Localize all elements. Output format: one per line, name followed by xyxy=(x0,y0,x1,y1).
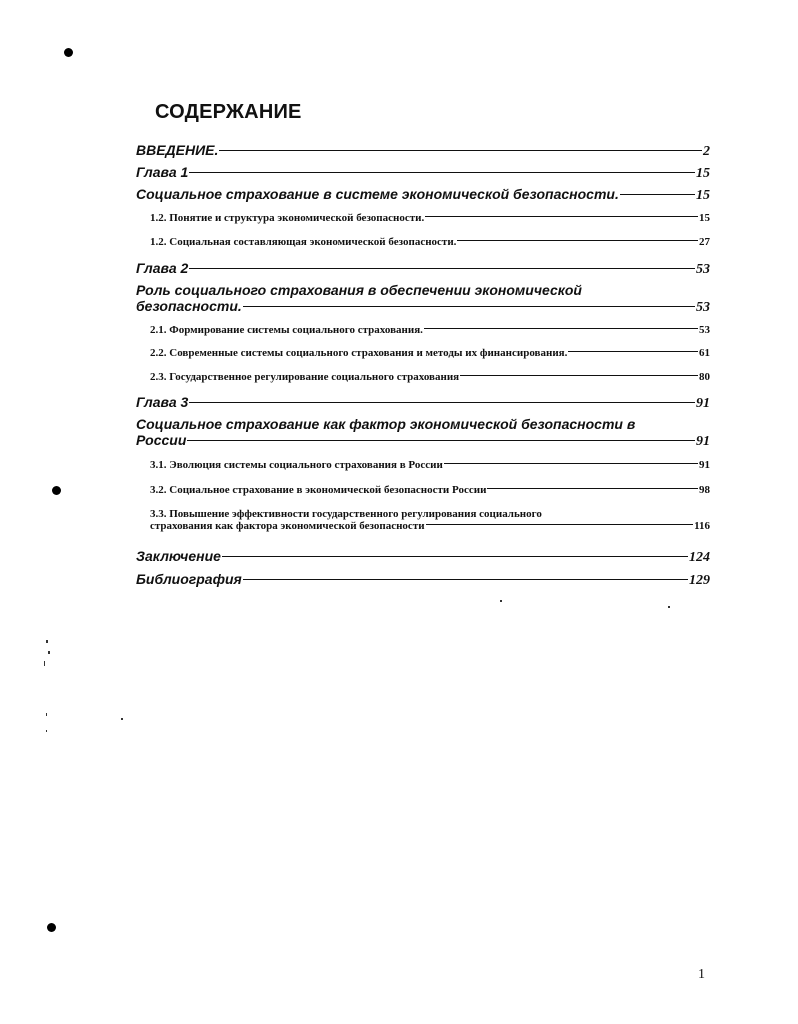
toc-entry-page: 53 xyxy=(699,324,710,336)
toc-entry-introduction[interactable] xyxy=(136,142,710,164)
scan-speck xyxy=(500,600,502,602)
toc-entry-label: Социальное страхование в системе экономической безопасности. xyxy=(136,186,619,202)
toc-entry-section-2-2[interactable] xyxy=(136,347,710,371)
toc-entry-label-line-1: Роль социального страхования в обеспечении экономической xyxy=(136,282,582,298)
toc-entry-label: 3.1. Эволюция системы социального страхования в России xyxy=(150,459,443,471)
scan-speck xyxy=(48,651,50,654)
toc-entry-label: 3.2. Социальное страхование в экономической безопасности России xyxy=(150,484,487,496)
punch-hole-middle xyxy=(52,486,61,495)
page-number: 1 xyxy=(698,967,705,982)
toc-entry-page: 27 xyxy=(699,236,710,248)
toc-entry-page: 98 xyxy=(699,484,710,496)
toc-entry-label: Заключение xyxy=(136,548,221,564)
scan-speck xyxy=(46,640,48,643)
toc-entry-label: 1.2. Понятие и структура экономической безопасности. xyxy=(150,212,425,224)
toc-entry-page: 53 xyxy=(696,300,710,315)
toc-leader xyxy=(424,328,698,329)
toc-entry-label: Глава 3 xyxy=(136,394,189,410)
toc-leader xyxy=(425,216,698,217)
toc-leader xyxy=(444,463,698,464)
toc-entry-page: 15 xyxy=(696,188,710,203)
toc-entry-page: 124 xyxy=(689,550,710,565)
toc-leader xyxy=(243,579,688,580)
scan-speck xyxy=(46,713,47,716)
toc-entry-label: 1.2. Социальная составляющая экономической безопасности. xyxy=(150,236,457,248)
table-of-contents xyxy=(136,142,710,593)
toc-entry-conclusion[interactable] xyxy=(136,548,710,571)
toc-leader xyxy=(460,375,698,376)
toc-entry-page: 80 xyxy=(699,371,710,383)
toc-leader xyxy=(620,194,695,195)
toc-entry-chapter-3[interactable] xyxy=(136,394,710,416)
toc-entry-label: ВВЕДЕНИЕ. xyxy=(136,142,219,158)
toc-entry-section-2-3[interactable] xyxy=(136,371,710,394)
punch-hole-top xyxy=(64,48,73,57)
toc-leader xyxy=(189,172,695,173)
page-title: СОДЕРЖАНИЕ xyxy=(155,101,302,123)
toc-entry-page: 15 xyxy=(696,166,710,181)
toc-entry-label: Библиография xyxy=(136,571,242,587)
toc-entry-chapter-2[interactable] xyxy=(136,260,710,282)
toc-leader xyxy=(222,556,688,557)
toc-entry-label-line-2: безопасности. xyxy=(136,298,242,314)
toc-entry-page: 91 xyxy=(696,396,710,411)
toc-entry-page: 15 xyxy=(699,212,710,224)
toc-entry-chapter-1[interactable] xyxy=(136,164,710,186)
toc-leader xyxy=(457,240,698,241)
punch-hole-bottom xyxy=(47,923,56,932)
toc-entry-section-1-2[interactable] xyxy=(136,236,710,260)
toc-leader xyxy=(426,524,694,525)
scan-speck xyxy=(121,718,123,720)
scan-speck xyxy=(44,661,45,666)
scan-speck xyxy=(46,730,47,732)
toc-entry-page: 91 xyxy=(696,434,710,449)
toc-leader xyxy=(487,488,698,489)
toc-entry-section-2-1[interactable] xyxy=(136,324,710,347)
toc-entry-page: 2 xyxy=(703,144,710,159)
toc-entry-label-line-1: Социальное страхование как фактор экономической безопасности в xyxy=(136,416,636,432)
toc-entry-label: Глава 2 xyxy=(136,260,189,276)
toc-leader xyxy=(187,440,695,441)
toc-entry-chapter-2-title[interactable] xyxy=(136,282,710,324)
toc-entry-page: 129 xyxy=(689,573,710,588)
toc-entry-page: 116 xyxy=(694,520,710,532)
toc-entry-label: 2.3. Государственное регулирование социального страхования xyxy=(150,371,460,383)
toc-leader xyxy=(243,306,695,307)
toc-entry-page: 53 xyxy=(696,262,710,277)
toc-leader xyxy=(189,268,695,269)
toc-entry-label: 2.2. Современные системы социального страхования и методы их финансирования. xyxy=(150,347,568,359)
toc-entry-label-line-2: России xyxy=(136,432,187,448)
scan-speck xyxy=(668,606,670,608)
toc-entry-section-1-1[interactable] xyxy=(136,212,710,236)
toc-entry-section-3-3[interactable] xyxy=(136,508,710,548)
toc-entry-label: 2.1. Формирование системы социального страхования. xyxy=(150,324,423,336)
toc-leader xyxy=(568,351,698,352)
toc-entry-page: 61 xyxy=(699,347,710,359)
toc-entry-bibliography[interactable] xyxy=(136,571,710,593)
toc-entry-chapter-3-title[interactable] xyxy=(136,416,710,459)
toc-entry-label: Глава 1 xyxy=(136,164,189,180)
toc-entry-label-line-2: страхования как фактора экономической безопасности xyxy=(150,520,425,532)
toc-entry-chapter-1-title[interactable] xyxy=(136,186,710,212)
toc-entry-section-3-2[interactable] xyxy=(136,484,710,508)
toc-leader xyxy=(189,402,695,403)
toc-entry-label-line-1: 3.3. Повышение эффективности государственного регулирования социального xyxy=(150,508,542,520)
toc-entry-section-3-1[interactable] xyxy=(136,459,710,484)
toc-leader xyxy=(219,150,702,151)
toc-entry-page: 91 xyxy=(699,459,710,471)
